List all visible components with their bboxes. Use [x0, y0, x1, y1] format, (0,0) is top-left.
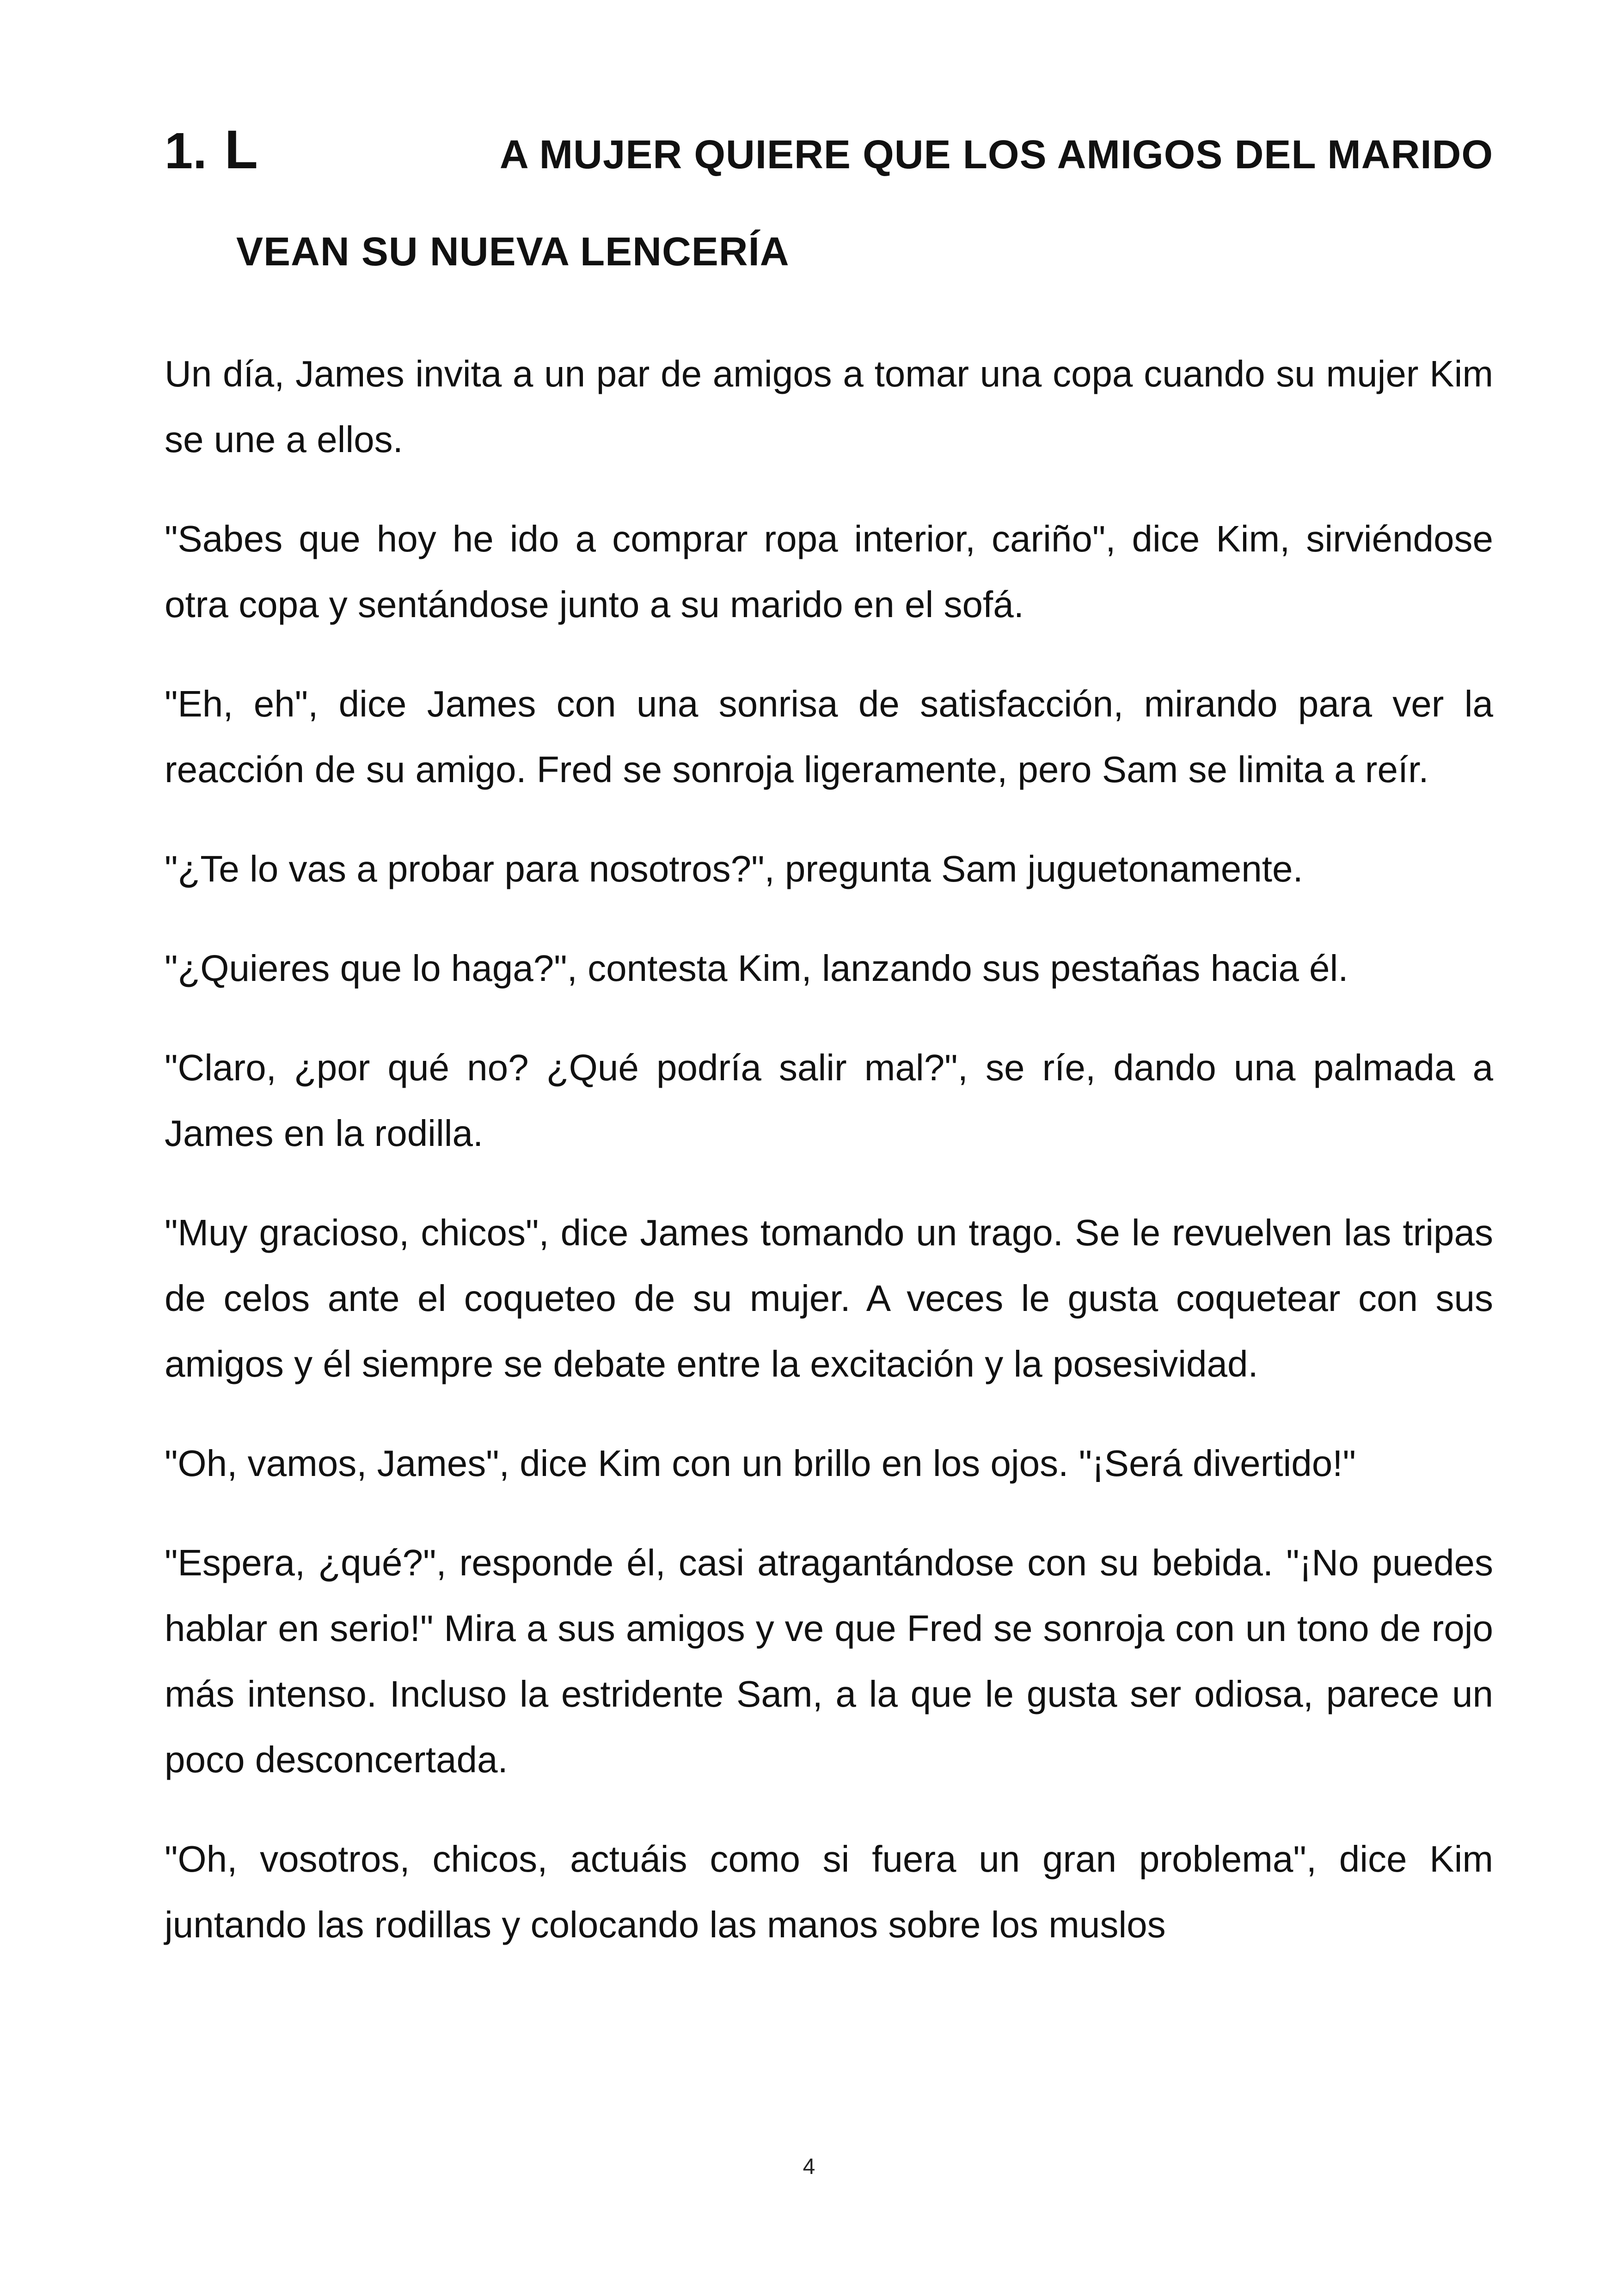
paragraph-10: "Oh, vosotros, chicos, actuáis como si fuera un gran problema", dice Kim juntando las rodillas y colocando las manos sobre los muslos — [165, 1838, 1493, 1945]
chapter-title-lead — [165, 119, 258, 180]
paragraph-2: "Sabes que hoy he ido a comprar ropa interior, cariño", dice Kim, sirviéndose otra copa y sentándose junto a su marido en el sofá. — [165, 518, 1493, 625]
chapter-body — [165, 341, 1493, 1958]
paragraph-8: "Oh, vamos, James", dice Kim con un brillo en los ojos. "¡Será divertido!" — [165, 1443, 1356, 1484]
chapter-title-line-1 — [165, 119, 1493, 180]
paragraph-5: "¿Quieres que lo haga?", contesta Kim, lanzando sus pestañas hacia él. — [165, 948, 1348, 989]
page-number: 4 — [803, 2155, 815, 2179]
chapter-title-rest: A MUJER QUIERE QUE LOS AMIGOS DEL MARIDO — [499, 132, 1493, 177]
chapter-number: 1. — [165, 122, 207, 179]
chapter-title-initial: L — [224, 119, 258, 180]
paragraph-6: "Claro, ¿por qué no? ¿Qué podría salir mal?", se ríe, dando una palmada a James en la rodilla. — [165, 1047, 1493, 1154]
chapter-title-line-2: VEAN SU NUEVA LENCERÍA — [236, 229, 790, 274]
paragraph-9: "Espera, ¿qué?", responde él, casi atragantándose con su bebida. "¡No puedes hablar en serio!" Mira a sus amigos y ve que Fred se sonroja con un tono de rojo más intenso. Incluso la estridente Sam, a la que le gusta ser odiosa, parece un poco desconcertada. — [165, 1542, 1493, 1780]
paragraph-3: "Eh, eh", dice James con una sonrisa de satisfacción, mirando para ver la reacción de su amigo. Fred se sonroja ligeramente, pero Sam se limita a reír. — [165, 683, 1493, 790]
chapter-title — [165, 119, 1493, 274]
paragraph-7: "Muy gracioso, chicos", dice James tomando un trago. Se le revuelven las tripas de celos ante el coqueteo de su mujer. A veces le gusta coquetear con sus amigos y él siempre se debate entre la excitación y la posesividad. — [165, 1212, 1493, 1384]
paragraph-4: "¿Te lo vas a probar para nosotros?", pregunta Sam juguetonamente. — [165, 848, 1303, 889]
paragraph-1: Un día, James invita a un par de amigos a tomar una copa cuando su mujer Kim se une a ellos. — [165, 353, 1493, 460]
